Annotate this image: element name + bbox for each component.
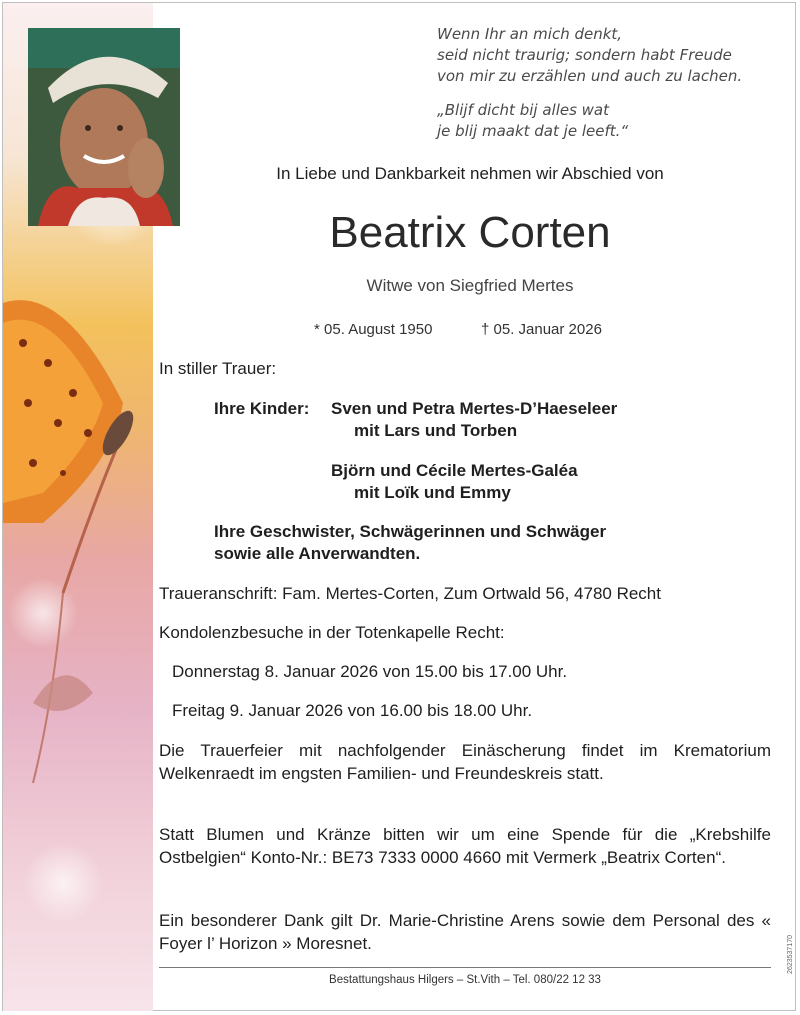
poem-line: Wenn Ihr an mich denkt, xyxy=(437,25,623,43)
poem-line: „Blijf dicht bij alles wat xyxy=(437,101,610,119)
visit-time: Freitag 9. Januar 2026 von 16.00 bis 18.00 Uhr. xyxy=(172,701,533,720)
visit-time: Donnerstag 8. Januar 2026 von 15.00 bis 17.00 Uhr. xyxy=(172,662,568,681)
deceased-name: Beatrix Corten xyxy=(329,208,611,257)
family-line: mit Lars und Torben xyxy=(354,421,518,440)
siblings-line: sowie alle Anverwandten. xyxy=(214,544,421,563)
family-line: Björn und Cécile Mertes-Galéa xyxy=(331,461,578,480)
funeral-home-footer: Bestattungshaus Hilgers – St.Vith – Tel. 080/22 12 33 xyxy=(329,974,601,986)
poem-line: je blij maakt dat je leeft.“ xyxy=(437,122,629,140)
mourning-address: Traueranschrift: Fam. Mertes-Corten, Zum Ortwald 56, 4780 Recht xyxy=(159,584,661,603)
portrait-photo xyxy=(28,28,180,226)
siblings-line: Ihre Geschwister, Schwägerinnen und Schwäger xyxy=(214,522,607,541)
children-label: Ihre Kinder: xyxy=(214,399,310,418)
family-line: mit Loïk und Emmy xyxy=(354,483,511,502)
reference-number: 2623537170 xyxy=(787,935,794,974)
ceremony-text: Die Trauerfeier mit nachfolgender Einäscherung findet im Krematorium Welkenraedt im engsten Familien- und Freundeskreis statt. xyxy=(159,741,771,783)
intro-text: In Liebe und Dankbarkeit nehmen wir Abschied von xyxy=(276,164,664,183)
poem-german xyxy=(437,24,742,87)
poem-line: seid nicht traurig; sondern habt Freude xyxy=(437,46,732,64)
poem-dutch xyxy=(437,100,628,142)
footer-divider xyxy=(159,967,771,968)
donation-text: Statt Blumen und Kränze bitten wir um eine Spende für die „Krebshilfe Ostbelgien“ Konto-Nr.: BE73 7333 0000 4660 mit Vermerk „Beatrix Corten“. xyxy=(159,825,771,867)
poem-line: von mir zu erzählen und auch zu lachen. xyxy=(437,67,743,85)
death-date: † 05. Januar 2026 xyxy=(481,321,602,338)
condolence-heading: Kondolenzbesuche in der Totenkapelle Recht: xyxy=(159,623,505,642)
birth-date: * 05. August 1950 xyxy=(314,321,433,338)
mourning-heading: In stiller Trauer: xyxy=(159,359,277,378)
thanks-text: Ein besonderer Dank gilt Dr. Marie-Christine Arens sowie dem Personal des « Foyer l’ Horizon » Moresnet. xyxy=(159,911,771,953)
family-line: Sven und Petra Mertes-D’Haeseleer xyxy=(331,399,618,418)
widow-line: Witwe von Siegfried Mertes xyxy=(366,276,574,295)
